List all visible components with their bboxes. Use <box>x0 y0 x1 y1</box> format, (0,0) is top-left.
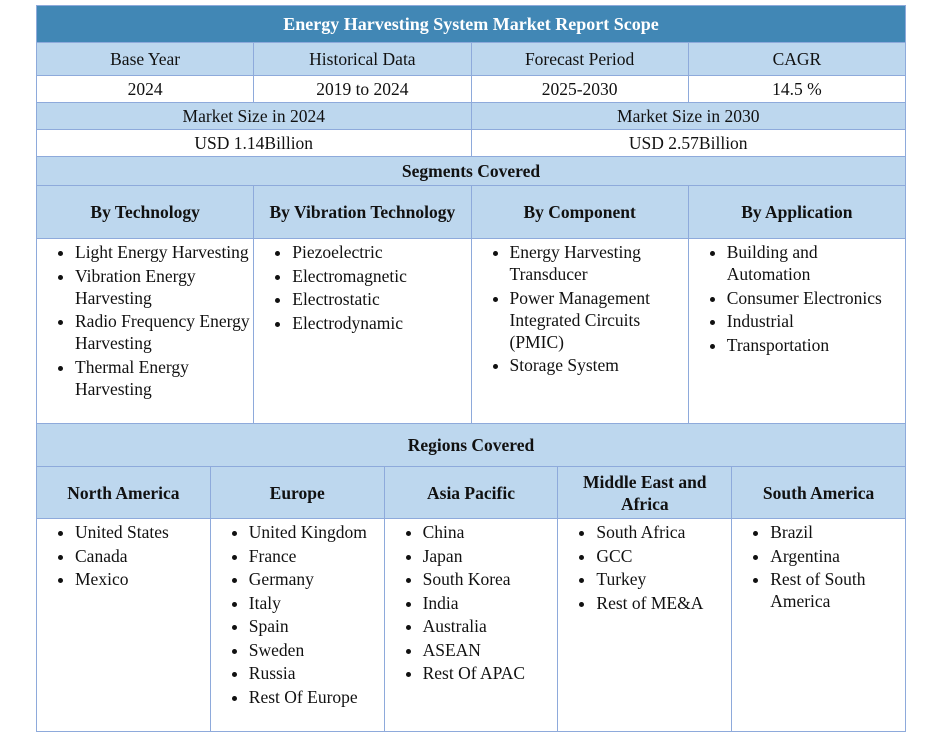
list-item: • Italy <box>249 592 382 614</box>
list-item: • United States <box>75 521 208 543</box>
header-forecast: Forecast Period <box>471 43 688 76</box>
market-size-2030-value: USD 2.57Billion <box>471 130 906 157</box>
list-item: • Thermal Energy Harvesting <box>75 356 251 400</box>
list-item: • Energy Harvesting Transducer <box>510 241 686 285</box>
list-item: • Rest Of Europe <box>249 686 382 708</box>
list-item: • Power Management Integrated Circuits (PMIC) <box>510 287 686 353</box>
regions-table <box>36 423 906 732</box>
list-item: • Spain <box>249 615 382 637</box>
list-item: • Electrostatic <box>292 288 468 310</box>
regions-column-list <box>384 519 558 732</box>
list-item: • South Africa <box>596 521 729 543</box>
regions-column-header: South America <box>732 467 906 519</box>
list-item: • Light Energy Harvesting <box>75 241 251 263</box>
header-base-year: Base Year <box>37 43 254 76</box>
list-item: • Sweden <box>249 639 382 661</box>
header-cagr: CAGR <box>688 43 905 76</box>
table-title: Energy Harvesting System Market Report Scope <box>37 6 906 43</box>
segments-column-list <box>688 239 905 424</box>
list-item: • Electrodynamic <box>292 312 468 334</box>
list-item: • Radio Frequency Energy Harvesting <box>75 310 251 354</box>
segments-column-list <box>254 239 471 424</box>
value-forecast: 2025-2030 <box>471 76 688 103</box>
list-item: • China <box>423 521 556 543</box>
list-item: • Storage System <box>510 354 686 376</box>
list-item: • Japan <box>423 545 556 567</box>
list-item: • United Kingdom <box>249 521 382 543</box>
list-item: • Building and Automation <box>727 241 903 285</box>
list-item: • France <box>249 545 382 567</box>
list-item: • Electromagnetic <box>292 265 468 287</box>
regions-column-list <box>210 519 384 732</box>
report-scope-table <box>36 5 906 424</box>
list-item: • Brazil <box>770 521 903 543</box>
list-item: • Argentina <box>770 545 903 567</box>
regions-column-list <box>37 519 211 732</box>
regions-column-header: Middle East and Africa <box>558 467 732 519</box>
regions-column-header: Europe <box>210 467 384 519</box>
regions-column-list <box>732 519 906 732</box>
list-item: • Mexico <box>75 568 208 590</box>
list-item: • Russia <box>249 662 382 684</box>
list-item: • Piezoelectric <box>292 241 468 263</box>
segments-heading: Segments Covered <box>37 157 906 186</box>
list-item: • ASEAN <box>423 639 556 661</box>
market-size-2030-label: Market Size in 2030 <box>471 103 906 130</box>
market-size-2024-value: USD 1.14Billion <box>37 130 472 157</box>
value-cagr: 14.5 % <box>688 76 905 103</box>
list-item: • Consumer Electronics <box>727 287 903 309</box>
header-historical: Historical Data <box>254 43 471 76</box>
segments-column-header: By Application <box>688 186 905 239</box>
list-item: • GCC <box>596 545 729 567</box>
list-item: • Rest Of APAC <box>423 662 556 684</box>
regions-column-list <box>558 519 732 732</box>
value-base-year: 2024 <box>37 76 254 103</box>
segments-column-list <box>37 239 254 424</box>
market-size-2024-label: Market Size in 2024 <box>37 103 472 130</box>
regions-heading: Regions Covered <box>37 424 906 467</box>
list-item: • Turkey <box>596 568 729 590</box>
segments-column-list <box>471 239 688 424</box>
list-item: • Australia <box>423 615 556 637</box>
regions-column-header: Asia Pacific <box>384 467 558 519</box>
list-item: • Rest of South America <box>770 568 903 612</box>
list-item: • Vibration Energy Harvesting <box>75 265 251 309</box>
list-item: • Germany <box>249 568 382 590</box>
list-item: • Canada <box>75 545 208 567</box>
segments-column-header: By Component <box>471 186 688 239</box>
list-item: • India <box>423 592 556 614</box>
list-item: • Rest of ME&A <box>596 592 729 614</box>
list-item: • Industrial <box>727 310 903 332</box>
list-item: • Transportation <box>727 334 903 356</box>
segments-column-header: By Vibration Technology <box>254 186 471 239</box>
segments-column-header: By Technology <box>37 186 254 239</box>
value-historical: 2019 to 2024 <box>254 76 471 103</box>
regions-column-header: North America <box>37 467 211 519</box>
list-item: • South Korea <box>423 568 556 590</box>
